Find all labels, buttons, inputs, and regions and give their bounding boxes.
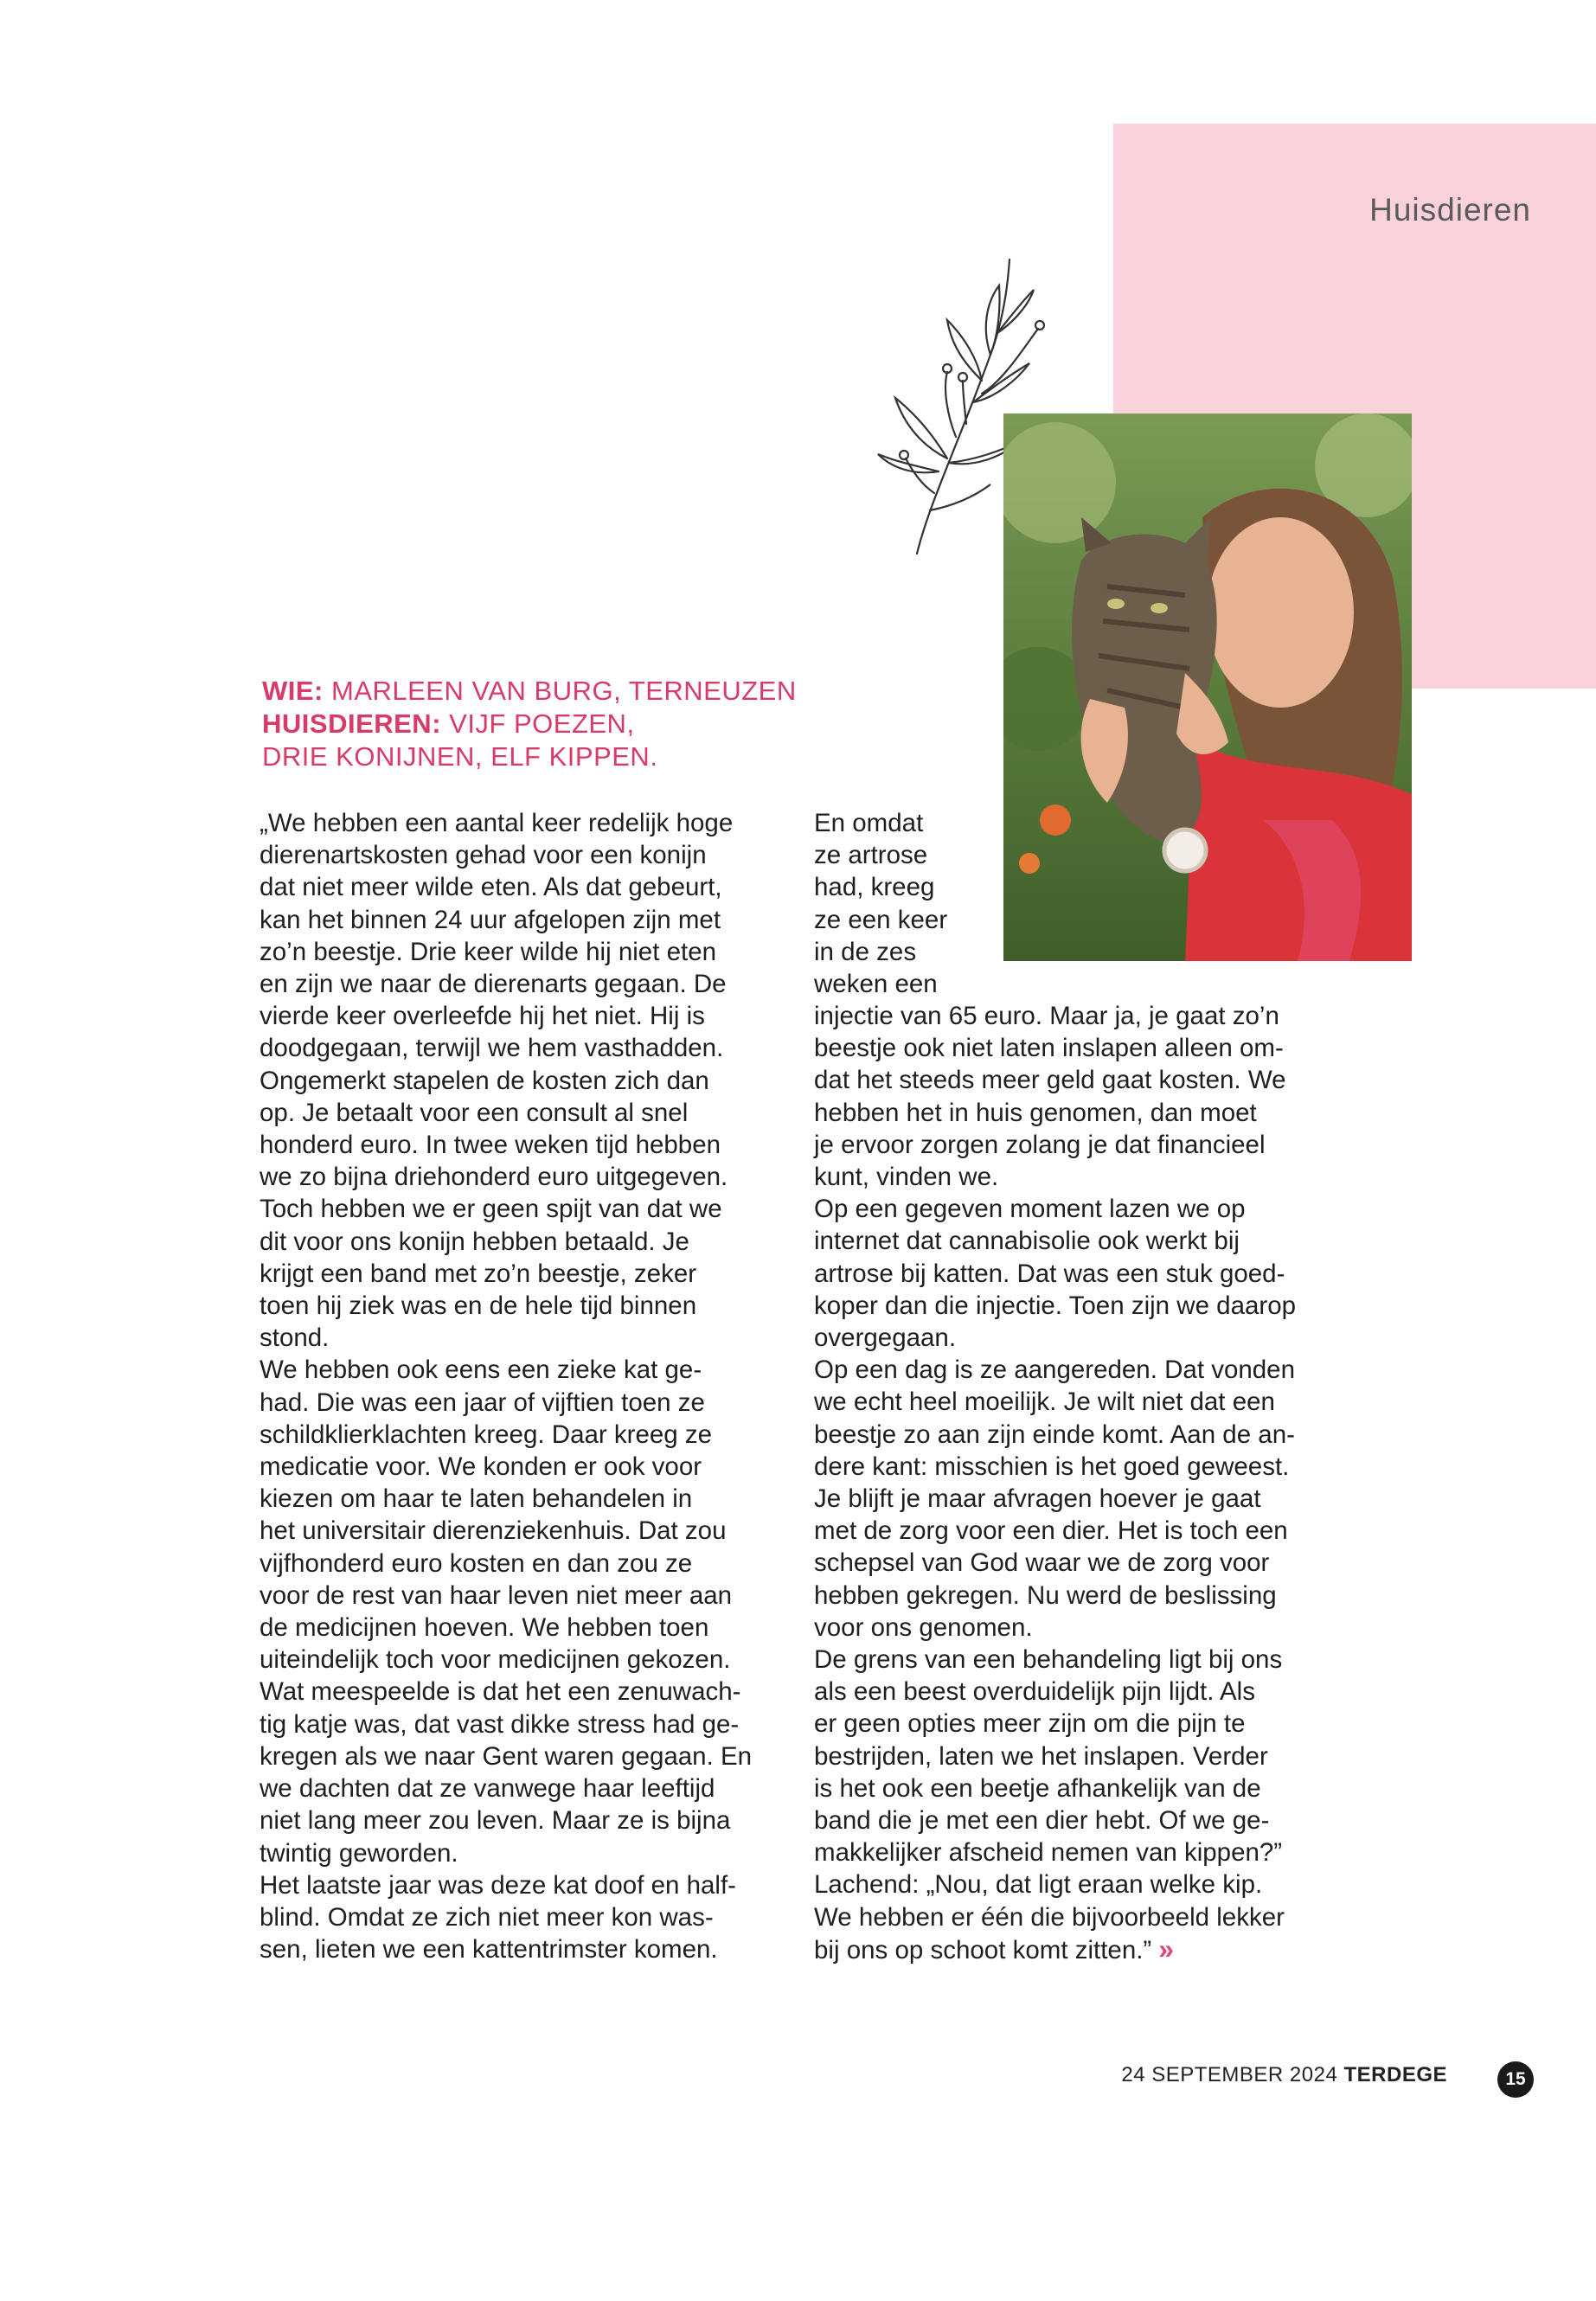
pets-value-1: VIJF POEZEN, (449, 708, 635, 739)
who-label: WIE: (262, 676, 324, 706)
page-number: 15 (1497, 2061, 1534, 2098)
article-line: band die je met een dier hebt. Of we ge- (814, 1806, 1270, 1836)
article-line: Toch hebben we er geen spijt van dat we (260, 1195, 722, 1224)
article-line: schepsel van God waar we de zorg voor (814, 1548, 1270, 1578)
article-line: voor de rest van haar leven niet meer aan (260, 1580, 733, 1610)
intro-who (262, 675, 868, 708)
article-line: sen, lieten we een kattentrimster komen. (260, 1935, 718, 1965)
article-line: beestje ook niet laten inslapen alleen om- (814, 1034, 1284, 1063)
article-line: schildklierklachten kreeg. Daar kreeg ze (260, 1420, 713, 1449)
article-line: we zo bijna driehonderd euro uitgegeven. (260, 1163, 728, 1192)
article-line: dierenartskosten gehad voor een konijn (260, 841, 707, 870)
article-line: Ongemerkt stapelen de kosten zich dan (260, 1066, 709, 1095)
article-line: twintig geworden. (260, 1838, 458, 1868)
article-column-right (814, 1000, 1350, 1966)
article-line: er geen opties meer zijn om die pijn te (814, 1709, 1246, 1739)
pets-value-2: DRIE KONIJNEN, ELF KIPPEN. (262, 741, 658, 772)
article-line: niet lang meer zou leven. Maar ze is bijna (260, 1806, 731, 1836)
end-mark-icon: » (1158, 1932, 1175, 1965)
article-line: dat het steeds meer geld gaat kosten. We (814, 1066, 1286, 1095)
article-line: ze artrose (814, 841, 928, 870)
article-line: bestrijden, laten we het inslapen. Verder (814, 1741, 1268, 1771)
article-line: dat niet meer wilde eten. Als dat gebeurt, (260, 873, 722, 902)
article-line-text: bij ons op schoot komt zitten.” (814, 1935, 1152, 1965)
article-line: blind. Omdat ze zich niet meer kon was- (260, 1902, 714, 1932)
article-line: we dachten dat ze vanwege haar leeftijd (260, 1774, 715, 1804)
article-line: je ervoor zorgen zolang je dat financieel (814, 1130, 1266, 1159)
article-line: Op een gegeven moment lazen we op (814, 1195, 1246, 1224)
article-line: uiteindelijk toch voor medicijnen gekozen. (260, 1645, 731, 1675)
article-line: „We hebben een aantal keer redelijk hoge (260, 809, 734, 837)
article-line: internet dat cannabisolie ook werkt bij (814, 1227, 1240, 1256)
article-line: overgegaan. (814, 1324, 957, 1353)
article-line: makkelijker afscheid nemen van kippen?” (814, 1838, 1283, 1868)
article-line: koper dan die injectie. Toen zijn we daarop (814, 1291, 1297, 1320)
article-line: honderd euro. In twee weken tijd hebben (260, 1131, 721, 1160)
article-line: De grens van een behandeling ligt bij ons (814, 1645, 1283, 1675)
article-line: het universitair dierenziekenhuis. Dat zou (260, 1516, 727, 1546)
article-line: Het laatste jaar was deze kat doof en half- (260, 1870, 736, 1900)
article-line: krijgt een band met zo’n beestje, zeker (260, 1259, 697, 1288)
article-line: met de zorg voor een dier. Het is toch een (814, 1516, 1288, 1546)
intro-pets (262, 708, 868, 740)
article-line: vierde keer overleefde hij het niet. Hij is (260, 1002, 705, 1031)
article-line: voor ons genomen. (814, 1612, 1033, 1642)
article-line: artrose bij katten. Dat was een stuk goed- (814, 1259, 1285, 1288)
pets-label: HUISDIEREN: (262, 708, 442, 739)
article-line: op. Je betaalt voor een consult al snel (260, 1098, 689, 1127)
article-line: medicatie voor. We konden er ook voor (260, 1452, 702, 1482)
article-line: vijfhonderd euro kosten en dan zou ze (260, 1548, 693, 1578)
article-line: we echt heel moeilijk. Je wilt niet dat een (814, 1388, 1275, 1417)
article-line: is het ook een beetje afhankelijk van de (814, 1773, 1261, 1803)
article-line: kregen als we naar Gent waren gegaan. En (260, 1741, 753, 1771)
page-footer (1121, 2063, 1447, 2087)
photo-woman-with-cat (1003, 413, 1412, 961)
article-line: en zijn we naar de dierenarts gegaan. De (260, 970, 727, 999)
intro-block (262, 675, 868, 773)
article-line: weken een (814, 970, 938, 999)
article-line: toen hij ziek was en de hele tijd binnen (260, 1292, 697, 1321)
section-label: Huisdieren (1369, 192, 1531, 228)
article-line: dere kant: misschien is het goed geweest. (814, 1452, 1290, 1481)
article-line: zo’n beestje. Drie keer wilde hij niet eten (260, 937, 717, 966)
article-line: Je blijft je maar afvragen hoever je gaat (814, 1484, 1261, 1514)
article-line: kiezen om haar te laten behandelen in (260, 1484, 693, 1514)
article-line: dit voor ons konijn hebben betaald. Je (260, 1227, 689, 1256)
article-line: kan het binnen 24 uur afgelopen zijn met (260, 905, 721, 934)
footer-magazine: TERDEGE (1343, 2063, 1447, 2086)
article-column-right-narrow (814, 807, 1004, 1000)
article-line: En omdat (814, 809, 924, 837)
article-line: tig katje was, dat vast dikke stress had ge- (260, 1709, 740, 1739)
article-line: hebben gekregen. Nu werd de beslissing (814, 1580, 1277, 1610)
article-line: had. Die was een jaar of vijftien toen ze (260, 1388, 705, 1417)
article-line: Op een dag is ze aangereden. Dat vonden (814, 1356, 1295, 1385)
article-line: We hebben er één die bijvoorbeeld lekker (814, 1902, 1285, 1932)
who-value: MARLEEN VAN BURG, TERNEUZEN (331, 676, 797, 706)
article-line: We hebben ook eens een zieke kat ge- (260, 1356, 702, 1385)
article-column-left (260, 807, 779, 1965)
article-line: Lachend: „Nou, dat ligt eraan welke kip. (814, 1870, 1263, 1900)
article-line: hebben het in huis genomen, dan moet (814, 1098, 1257, 1127)
article-line: in de zes (814, 937, 917, 966)
article-line: beestje zo aan zijn einde komt. Aan de an- (814, 1420, 1295, 1449)
article-line: injectie van 65 euro. Maar ja, je gaat zo’n (814, 1002, 1279, 1030)
article-line: de medicijnen hoeven. We hebben toen (260, 1613, 709, 1643)
article-line: doodgegaan, terwijl we hem vasthadden. (260, 1034, 724, 1063)
article-line: ze een keer (814, 905, 948, 934)
article-line: stond. (260, 1324, 330, 1353)
article-line: had, kreeg (814, 873, 935, 902)
article-line: Wat meespeelde is dat het een zenuwach- (260, 1677, 741, 1707)
article-last-line (814, 1933, 1350, 1966)
article-line: als een beest overduidelijk pijn lijdt. Als (814, 1677, 1255, 1707)
article-line: kunt, vinden we. (814, 1163, 999, 1192)
footer-date: 24 SEPTEMBER 2024 (1121, 2063, 1338, 2086)
